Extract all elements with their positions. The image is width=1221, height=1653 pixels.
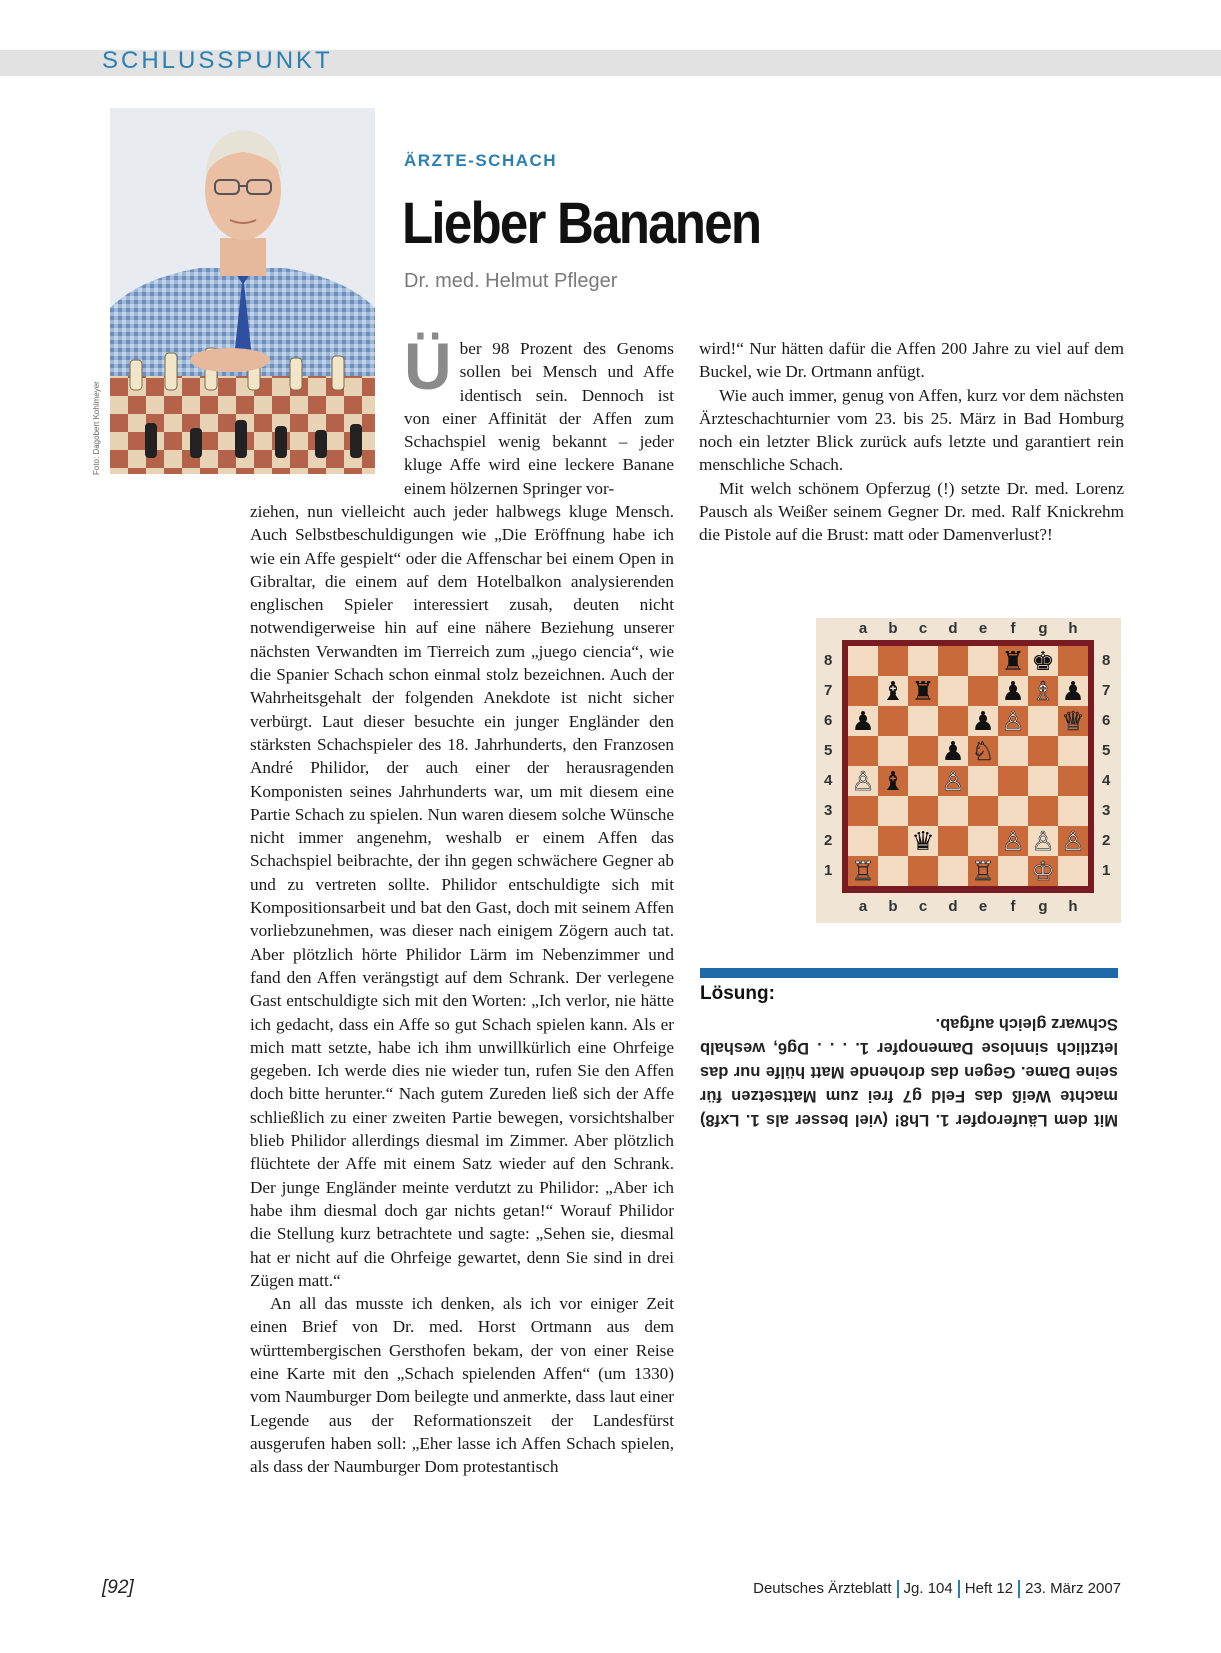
file-label: d [948, 898, 958, 915]
square-g4 [1028, 766, 1058, 796]
file-label: c [918, 620, 928, 637]
black-bishop-b4: ♝ [881, 767, 905, 797]
rank-label: 2 [824, 832, 833, 849]
rank-label: 6 [1102, 712, 1111, 729]
author-photo [110, 108, 375, 474]
article-author: Dr. med. Helmut Pfleger [404, 270, 618, 292]
square-c3 [908, 796, 938, 826]
square-b2 [878, 826, 908, 856]
file-label: d [948, 620, 958, 637]
rank-label: 6 [824, 712, 833, 729]
rank-label: 8 [824, 652, 833, 669]
square-f3 [998, 796, 1028, 826]
black-pawn-e6: ♟ [971, 707, 995, 737]
square-d2 [938, 826, 968, 856]
square-b3 [878, 796, 908, 826]
column-2 [699, 337, 1124, 547]
rank-label: 1 [824, 862, 833, 879]
paragraph-1-continued: ziehen, nun vielleicht auch jeder halbwegs kluge Mensch. Auch Selbstbeschuldigungen wie „Die Eröffnung habe ich wie ein Affe gespielt“ oder die Affenschar bei einem Open in Gibraltar, die einem auf dem Hotelbalkon analysierenden englischen Spieler interessiert zusah, deuten nicht notwendigerweise hin auf eine nähere Beziehung unserer nächsten Verwandten im Tierreich zum „juego ciencia“, wie die Spanier Schach schon einmal stolz bezeichnen. Auch der Wahrheitsgehalt der folgenden Anekdote ist nicht sicher verbürgt. Laut dieser besuchte ein junger Engländer den stärksten Schachspieler des 18. Jahrhunderts, den Franzosen André Philidor, der auch einer der herausragenden Komponisten seines Jahrhunderts war, um mit diesem eine Partie Schach zu spielen. Nun waren diesem solche Wünsche nicht immer angenehm, weshalb er einem Affen das Schachspiel beibrachte, der ihn gegen schwächere Gegner ab und zu vertreten sollte. Philidor entschuldigte sich mit Kompositionsarbeit und bat den Gast, doch mit seinem Affen vorliebzunehmen, was dieser nach einigem Zögern auch tat. Aber plötzlich hörte Philidor Lärm im Nebenzimmer und fand den Affen verängstigt auf dem Schrank. Der verlegene Gast entschuldigte sich mit den Worten: „Ich verlor, nie hätte ich gedacht, dass ein Affe so gut Schach spielen kann. Als er mich matt setzte, habe ich ihm unwillkürlich eine Ohrfeige gegeben. Ich werde dies nie wieder tun, rufen Sie den Affen doch bitte herunter.“ Nach gutem Zureden ließ sich der Affe schließlich zu einer zweiten Partie bewegen, vorsichtshalber blieb Philidor allerdings diesmal im Zimmer. Aber plötzlich flüchtete der Affe mit einem Satz wieder auf den Schrank. Der junge Engländer meinte verdutzt zu Philidor: „Aber ich habe ihm diesmal doch gar nichts getan!“ Worauf Philidor die Stellung kurz betrachtete und sagte: „Sehen sie, diesmal hat er nicht auf die Ohrfeige gewartet, denn Sie sind in drei Zügen matt.“ [250, 502, 674, 1290]
rank-label: 5 [824, 742, 833, 759]
file-labels-top [848, 620, 1088, 637]
black-pawn-a6: ♟ [851, 707, 875, 737]
section-label: SCHLUSSPUNKT [102, 47, 333, 74]
rank-labels-left [824, 646, 832, 886]
rank-label: 4 [824, 772, 833, 789]
white-pawn-g2: ♙ [1031, 827, 1055, 857]
file-label: e [978, 898, 988, 915]
file-label: h [1068, 898, 1078, 915]
article-kicker: ÄRZTE-SCHACH [404, 151, 558, 170]
drop-cap: Ü [404, 329, 452, 403]
column-1-top [404, 329, 674, 500]
square-b1 [878, 856, 908, 886]
paragraph-2: An all das musste ich denken, als ich vor einiger Zeit einen Brief von Dr. med. Horst Ortmann aus dem württembergischen Gersthofen bekam, der von einer Reise eine Karte mit den „Schach spielenden Affen“ (um 1330) vom Naumburger Dom beilegte und anmerkte, dass laut einer Legende aus der Reformationszeit der Landesfürst ausgerufen haben soll: „Eher lasse ich Affen Schach spielen, als dass der Naumburger Dom protestantisch [250, 1294, 674, 1477]
square-g6 [1028, 706, 1058, 736]
square-c6 [908, 706, 938, 736]
chess-diagram [816, 618, 1121, 923]
square-b6 [878, 706, 908, 736]
black-pawn-d5: ♟ [941, 737, 965, 767]
square-f4 [998, 766, 1028, 796]
board-frame [842, 640, 1094, 893]
black-king-g8: ♚ [1031, 647, 1055, 677]
square-d1 [938, 856, 968, 886]
rank-label: 3 [1102, 802, 1111, 819]
rank-label: 7 [824, 682, 833, 699]
rank-labels-right [1102, 646, 1110, 886]
author-photo-illustration [110, 108, 375, 474]
file-label: c [918, 898, 928, 915]
square-d3 [938, 796, 968, 826]
square-c1 [908, 856, 938, 886]
white-knight-e5: ♘ [971, 737, 995, 767]
lead-text: ber 98 Prozent des Genoms sollen bei Mensch und Affe identisch sein. Dennoch ist von einer Affinität der Affen zum Schachspiel wenig bekannt – jeder kluge Affe wird eine leckere Banane einem hölzernen Springer vor- [404, 339, 674, 498]
solution-title: Lösung: [700, 983, 775, 1004]
solution-bar [700, 968, 1118, 978]
issue-date: 23. März 2007 [1025, 1580, 1121, 1597]
white-king-g1: ♔ [1031, 857, 1055, 886]
file-label: a [858, 898, 868, 915]
square-c4 [908, 766, 938, 796]
square-e2 [968, 826, 998, 856]
separator [1018, 1580, 1020, 1598]
square-d7 [938, 676, 968, 706]
column-1-main [250, 500, 674, 1478]
file-label: h [1068, 620, 1078, 637]
paragraph-4: Mit welch schönem Opferzug (!) setzte Dr. med. Lorenz Pausch als Weißer seinem Gegner Dr. med. Ralf Knickrehm die Pistole auf die Brust: matt oder Damenverlust?! [699, 478, 1124, 545]
rank-label: 8 [1102, 652, 1111, 669]
footer-imprint [753, 1580, 1121, 1598]
white-queen-h6: ♕ [1061, 707, 1085, 737]
square-e7 [968, 676, 998, 706]
file-label: b [888, 898, 898, 915]
rank-label: 7 [1102, 682, 1111, 699]
square-g3 [1028, 796, 1058, 826]
black-bishop-b7: ♝ [881, 677, 905, 707]
rank-label: 5 [1102, 742, 1111, 759]
file-labels-bottom [848, 898, 1088, 915]
white-rook-a1: ♖ [851, 857, 875, 886]
square-h5 [1058, 736, 1088, 766]
white-pawn-f6: ♙ [1001, 707, 1025, 737]
article-title: Lieber Bananen [402, 191, 761, 256]
rank-label: 2 [1102, 832, 1111, 849]
file-label: f [1010, 898, 1016, 915]
square-b5 [878, 736, 908, 766]
square-d8 [938, 646, 968, 676]
square-h8 [1058, 646, 1088, 676]
file-label: b [888, 620, 898, 637]
rank-label: 3 [824, 802, 833, 819]
square-f5 [998, 736, 1028, 766]
page-number: [92] [102, 1577, 134, 1598]
square-e4 [968, 766, 998, 796]
square-a3 [848, 796, 878, 826]
file-label: e [978, 620, 988, 637]
file-label: g [1038, 620, 1048, 637]
photo-credit: Foto: Dagobert Kohlmeyer [92, 381, 101, 475]
file-label: f [1010, 620, 1016, 637]
square-a7 [848, 676, 878, 706]
black-pawn-h7: ♟ [1061, 677, 1085, 707]
square-f1 [998, 856, 1028, 886]
square-a5 [848, 736, 878, 766]
white-bishop-g7: ♗ [1031, 677, 1055, 707]
file-label: g [1038, 898, 1048, 915]
white-rook-e1: ♖ [971, 857, 995, 886]
white-pawn-a4: ♙ [851, 767, 875, 797]
black-queen-c2: ♛ [911, 827, 935, 857]
separator [897, 1580, 899, 1598]
white-pawn-h2: ♙ [1061, 827, 1085, 857]
issue: Heft 12 [964, 1580, 1014, 1597]
volume: Jg. 104 [903, 1580, 953, 1597]
square-a8 [848, 646, 878, 676]
square-b8 [878, 646, 908, 676]
square-h3 [1058, 796, 1088, 826]
black-rook-c7: ♜ [911, 677, 935, 707]
lead-paragraph [404, 329, 674, 500]
separator [958, 1580, 960, 1598]
file-label: a [858, 620, 868, 637]
paragraph-3: Wie auch immer, genug von Affen, kurz vor dem nächsten Ärzteschachturnier vom 23. bis 25. März in Bad Homburg noch ein letzter Blick zurück aufs letzte und garantiert rein menschliche Schach. [699, 385, 1124, 475]
square-c8 [908, 646, 938, 676]
square-c5 [908, 736, 938, 766]
rank-label: 1 [1102, 862, 1111, 879]
square-g5 [1028, 736, 1058, 766]
square-a2 [848, 826, 878, 856]
chessboard [848, 646, 1088, 886]
white-pawn-f2: ♙ [1001, 827, 1025, 857]
solution-text-upside-down: Mit dem Läuferopfer 1. Lh8! (viel besser als 1. Lxf8) machte Weiß das Feld g7 frei zum Mattsetzen für seine Dame. Gegen das drohende Matt hülfe nur das letztlich sinnlose Damenopfer 1. . . . Dg6, weshalb Schwarz gleich aufgab. [700, 1015, 1118, 1129]
square-h1 [1058, 856, 1088, 886]
black-pawn-f7: ♟ [1001, 677, 1025, 707]
paragraph-2-continued: wird!“ Nur hätten dafür die Affen 200 Jahre zu viel auf dem Buckel, wie Dr. Ortmann anfügt. [699, 339, 1124, 382]
black-rook-f8: ♜ [1001, 647, 1025, 677]
white-pawn-d4: ♙ [941, 767, 965, 797]
rank-label: 4 [1102, 772, 1111, 789]
journal-name: Deutsches Ärzteblatt [753, 1580, 892, 1597]
square-d6 [938, 706, 968, 736]
square-e8 [968, 646, 998, 676]
square-e3 [968, 796, 998, 826]
square-h4 [1058, 766, 1088, 796]
